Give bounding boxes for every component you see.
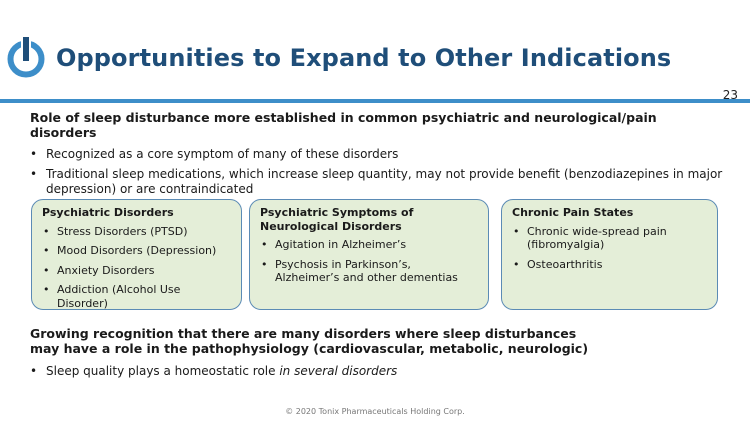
growing-heading: Growing recognition that there are many disorders where sleep disturbances may have a role in the pathophysiology (cardiovascular, metabolic, neurologic)	[30, 326, 589, 356]
box-item: • Stress Disorders (PTSD)	[42, 225, 233, 239]
tonix-logo	[6, 35, 46, 79]
box-item: • Agitation in Alzheimer’s	[260, 238, 480, 252]
box-title: Psychiatric Symptoms of Neurological Disorders	[260, 206, 414, 233]
box-item: • Osteoarthritis	[512, 258, 709, 272]
copyright-footer: © 2020 Tonix Pharmaceuticals Holding Corp.	[285, 407, 465, 416]
neurological-symptoms-box	[249, 199, 489, 310]
box-title: Psychiatric Disorders	[42, 206, 174, 219]
growing-bullet-italic: in several disorders	[279, 364, 398, 378]
page-title: Opportunities to Expand to Other Indications	[56, 44, 672, 72]
header-divider	[0, 99, 750, 103]
intro-bullet-1: • Recognized as a core symptom of many of these disorders	[30, 147, 736, 162]
logo-bar	[23, 37, 29, 61]
box-item: • Psychosis in Parkinson’s, Alzheimer’s and other dementias	[260, 258, 465, 285]
intro-bullet-2: • Traditional sleep medications, which increase sleep quantity, may not provide benefit (benzodiazepines in major depression) or are contraindicated	[30, 167, 736, 196]
box-item: • Addiction (Alcohol Use Disorder)	[42, 283, 233, 310]
box-item: • Mood Disorders (Depression)	[42, 244, 233, 258]
growing-bullet-text: Sleep quality plays a homeostatic role	[46, 364, 280, 378]
psychiatric-disorders-box	[31, 199, 242, 310]
chronic-pain-box	[501, 199, 718, 310]
box-title: Chronic Pain States	[512, 206, 634, 219]
box-item: • Chronic wide-spread pain (fibromyalgia)	[512, 225, 687, 252]
box-item: • Anxiety Disorders	[42, 264, 233, 278]
page-number: 23	[722, 88, 738, 102]
growing-bullet	[30, 364, 646, 379]
intro-heading: Role of sleep disturbance more established in common psychiatric and neurological/pain disorders	[30, 110, 657, 140]
